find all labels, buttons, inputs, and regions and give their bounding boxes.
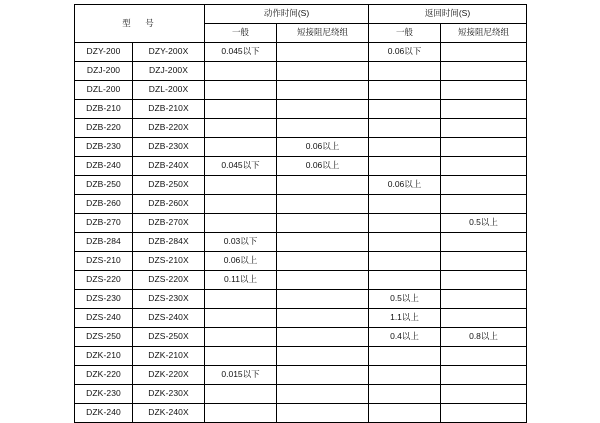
cell-model-b: DZS-210X: [133, 252, 205, 271]
table-row: [75, 157, 527, 176]
cell-action-general: 0.03以下: [205, 233, 277, 252]
cell-action-general: [205, 347, 277, 366]
cell-action-shorted: [277, 290, 369, 309]
cell-model-b: DZS-220X: [133, 271, 205, 290]
cell-model-b: DZS-230X: [133, 290, 205, 309]
cell-return-shorted: [441, 404, 527, 423]
column-header-action-shorted: 短接阻尼绕组: [277, 24, 369, 43]
table-row: [75, 271, 527, 290]
cell-action-general: [205, 328, 277, 347]
cell-return-shorted: [441, 138, 527, 157]
table-row: [75, 366, 527, 385]
table-row: [75, 81, 527, 100]
cell-return-general: [369, 138, 441, 157]
cell-return-general: [369, 404, 441, 423]
cell-action-general: [205, 195, 277, 214]
cell-action-general: [205, 81, 277, 100]
cell-action-shorted: [277, 328, 369, 347]
cell-action-shorted: 0.06以上: [277, 138, 369, 157]
cell-action-general: [205, 214, 277, 233]
cell-model-a: DZB-260: [75, 195, 133, 214]
cell-model-b: DZB-284X: [133, 233, 205, 252]
cell-model-a: DZS-210: [75, 252, 133, 271]
cell-model-b: DZJ-200X: [133, 62, 205, 81]
cell-return-shorted: [441, 366, 527, 385]
cell-model-b: DZK-230X: [133, 385, 205, 404]
cell-model-a: DZB-284: [75, 233, 133, 252]
cell-model-a: DZS-250: [75, 328, 133, 347]
column-header-return-time: 返回时间(S): [369, 5, 527, 24]
cell-action-general: [205, 309, 277, 328]
cell-action-shorted: [277, 347, 369, 366]
cell-action-general: [205, 404, 277, 423]
cell-return-general: 0.5以上: [369, 290, 441, 309]
table-row: [75, 290, 527, 309]
table-row: [75, 233, 527, 252]
cell-return-shorted: [441, 309, 527, 328]
cell-model-a: DZB-250: [75, 176, 133, 195]
cell-model-b: DZB-230X: [133, 138, 205, 157]
table-header: [75, 5, 527, 43]
column-header-return-shorted: 短接阻尼绕组: [441, 24, 527, 43]
table-row: [75, 100, 527, 119]
cell-return-shorted: [441, 347, 527, 366]
cell-model-a: DZB-210: [75, 100, 133, 119]
cell-action-shorted: [277, 271, 369, 290]
cell-return-general: [369, 385, 441, 404]
table-header-row-top: [75, 5, 527, 24]
column-header-action-time: 动作时间(S): [205, 5, 369, 24]
cell-action-shorted: 0.06以上: [277, 157, 369, 176]
cell-model-b: DZB-220X: [133, 119, 205, 138]
cell-action-general: [205, 62, 277, 81]
cell-return-shorted: 0.8以上: [441, 328, 527, 347]
cell-return-shorted: [441, 271, 527, 290]
cell-return-general: [369, 271, 441, 290]
cell-return-general: [369, 100, 441, 119]
cell-action-shorted: [277, 176, 369, 195]
cell-return-shorted: [441, 252, 527, 271]
cell-model-a: DZB-230: [75, 138, 133, 157]
cell-model-b: DZB-240X: [133, 157, 205, 176]
cell-action-shorted: [277, 252, 369, 271]
table-row: [75, 309, 527, 328]
cell-model-a: DZS-220: [75, 271, 133, 290]
cell-return-shorted: [441, 157, 527, 176]
table-row: [75, 252, 527, 271]
cell-model-a: DZJ-200: [75, 62, 133, 81]
cell-action-shorted: [277, 366, 369, 385]
cell-model-b: DZB-270X: [133, 214, 205, 233]
cell-action-general: 0.06以上: [205, 252, 277, 271]
cell-action-shorted: [277, 119, 369, 138]
column-header-type: 型 号: [75, 5, 205, 43]
cell-action-general: [205, 119, 277, 138]
specification-table: [74, 4, 527, 423]
cell-model-a: DZK-240: [75, 404, 133, 423]
cell-return-shorted: [441, 43, 527, 62]
cell-action-shorted: [277, 43, 369, 62]
cell-return-shorted: [441, 195, 527, 214]
cell-return-general: 0.06以上: [369, 176, 441, 195]
cell-return-shorted: [441, 119, 527, 138]
cell-return-general: [369, 119, 441, 138]
cell-action-shorted: [277, 195, 369, 214]
cell-model-b: DZY-200X: [133, 43, 205, 62]
cell-return-general: [369, 157, 441, 176]
table-row: [75, 347, 527, 366]
column-header-return-general: 一般: [369, 24, 441, 43]
cell-model-b: DZL-200X: [133, 81, 205, 100]
cell-return-general: [369, 195, 441, 214]
cell-action-shorted: [277, 233, 369, 252]
cell-action-general: 0.045以下: [205, 43, 277, 62]
table-row: [75, 328, 527, 347]
cell-action-shorted: [277, 100, 369, 119]
cell-action-shorted: [277, 385, 369, 404]
cell-return-general: [369, 366, 441, 385]
cell-model-b: DZK-240X: [133, 404, 205, 423]
table-body: [75, 43, 527, 423]
table-row: [75, 195, 527, 214]
cell-model-b: DZS-250X: [133, 328, 205, 347]
table-row: [75, 62, 527, 81]
cell-action-general: [205, 290, 277, 309]
cell-model-a: DZS-230: [75, 290, 133, 309]
table-row: [75, 43, 527, 62]
table-row: [75, 138, 527, 157]
cell-return-shorted: [441, 100, 527, 119]
cell-action-shorted: [277, 214, 369, 233]
cell-return-general: [369, 252, 441, 271]
cell-model-a: DZB-240: [75, 157, 133, 176]
cell-model-b: DZK-220X: [133, 366, 205, 385]
cell-action-shorted: [277, 81, 369, 100]
cell-action-shorted: [277, 309, 369, 328]
cell-model-a: DZB-270: [75, 214, 133, 233]
cell-action-general: [205, 385, 277, 404]
cell-action-general: 0.015以下: [205, 366, 277, 385]
cell-return-general: 0.06以下: [369, 43, 441, 62]
table-row: [75, 404, 527, 423]
cell-return-general: [369, 233, 441, 252]
cell-action-general: 0.11以上: [205, 271, 277, 290]
cell-return-shorted: 0.5以上: [441, 214, 527, 233]
cell-action-general: 0.045以下: [205, 157, 277, 176]
cell-model-a: DZS-240: [75, 309, 133, 328]
cell-action-general: [205, 138, 277, 157]
table-row: [75, 214, 527, 233]
cell-model-b: DZS-240X: [133, 309, 205, 328]
cell-return-general: [369, 62, 441, 81]
cell-return-shorted: [441, 176, 527, 195]
cell-return-shorted: [441, 62, 527, 81]
cell-return-shorted: [441, 233, 527, 252]
cell-return-general: [369, 81, 441, 100]
cell-model-b: DZB-260X: [133, 195, 205, 214]
cell-return-general: [369, 347, 441, 366]
column-header-action-general: 一般: [205, 24, 277, 43]
cell-model-a: DZK-210: [75, 347, 133, 366]
cell-action-shorted: [277, 404, 369, 423]
cell-model-b: DZB-250X: [133, 176, 205, 195]
cell-model-a: DZK-230: [75, 385, 133, 404]
cell-action-shorted: [277, 62, 369, 81]
cell-model-a: DZL-200: [75, 81, 133, 100]
cell-action-general: [205, 176, 277, 195]
cell-model-b: DZB-210X: [133, 100, 205, 119]
cell-model-a: DZB-220: [75, 119, 133, 138]
cell-return-general: [369, 214, 441, 233]
cell-action-general: [205, 100, 277, 119]
cell-return-shorted: [441, 81, 527, 100]
cell-return-shorted: [441, 290, 527, 309]
cell-return-general: 1.1以上: [369, 309, 441, 328]
cell-return-shorted: [441, 385, 527, 404]
table-row: [75, 176, 527, 195]
cell-model-b: DZK-210X: [133, 347, 205, 366]
cell-model-a: DZK-220: [75, 366, 133, 385]
cell-model-a: DZY-200: [75, 43, 133, 62]
cell-return-general: 0.4以上: [369, 328, 441, 347]
table-row: [75, 385, 527, 404]
table-row: [75, 119, 527, 138]
